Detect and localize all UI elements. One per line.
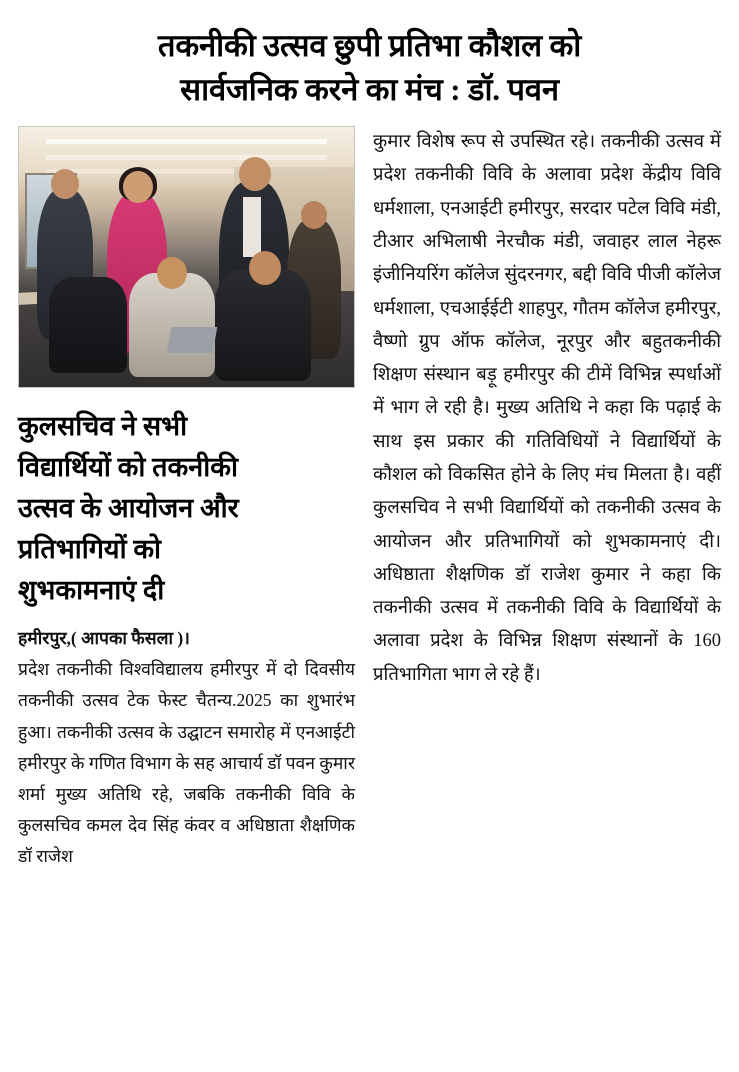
photo-person-seated-1 [49,277,127,373]
left-body-paragraph: प्रदेश तकनीकी विश्वविद्यालय हमीरपुर में दो दिवसीय तकनीकी उत्सव टेक फेस्ट चैतन्य.2025 का शुभारंभ हुआ। तकनीकी उत्सव के उद्घाटन समारोह में एनआईटी हमीरपुर के गणित विभाग के सह आचार्य डॉ पवन कुमार शर्मा मुख्य अतिथि रहे, जबकि तकनीकी विवि के कुलसचिव कमल देव सिंह कंवर व अधिष्ठाता शैक्षणिक डॉ राजेश [18,659,355,867]
article-columns [18,126,721,872]
subhead-line-1: कुलसचिव ने सभी [18,411,188,442]
news-photo [18,126,355,388]
subhead-line-4: प्रतिभागियों को [18,534,162,565]
right-column [373,126,721,692]
headline-line-2: सार्वजनिक करने का मंच : डॉ. पवन [180,72,559,108]
subhead-line-2: विद्यार्थियों को तकनीकी [18,452,238,483]
photo-person-seated-3 [215,269,311,381]
right-body-paragraph: कुमार विशेष रूप से उपस्थित रहे। तकनीकी उत्सव में प्रदेश तकनीकी विवि के अलावा प्रदेश केंद्रीय विवि धर्मशाला, एनआईटी हमीरपुर, सरदार पटेल विवि मंडी, टीआर अभिलाषी नेरचौक मंडी, जवाहर लाल नेहरू इंजीनियरिंग कॉलेज सुंदरनगर, बद्दी विवि पीजी कॉलेज धर्मशाला, एचआईईटी शाहपुर, गौतम कॉलेज हमीरपुर, वैष्णो ग्रुप ऑफ कॉलेज, नूरपुर और बहुतकनीकी शिक्षण संस्थान बड़ू हमीरपुर की टीमें विभिन्न स्पर्धाओं में भाग ले रही है। मुख्य अतिथि ने कहा कि पढ़ाई के साथ इस प्रकार की गतिविधियों ने विद्यार्थियों के कौशल को विकसित होने के लिए मंच मिलता है। वहीं कुलसचिव ने सभी विद्यार्थियों को तकनीकी उत्सव के आयोजन और प्रतिभागियों को शुभकामनाएं दी। अधिष्ठाता शैक्षणिक डॉ राजेश कुमार ने कहा कि तकनीकी उत्सव में तकनीकी विवि के विद्यार्थियों के अलावा प्रदेश के विभिन्न शिक्षण संस्थानों के 160 प्रतिभागिता भाग ले रहे हैं। [373,132,721,685]
photo-laptop [167,327,218,353]
headline-line-1: तकनीकी उत्सव छुपी प्रतिभा कौशल को [157,28,582,63]
subhead-line-3: उत्सव के आयोजन और [18,493,239,524]
dateline: हमीरपुर,( आपका फैसला )। [18,628,190,649]
left-column [18,126,355,872]
right-column-body [373,126,721,692]
article-subhead [18,406,355,611]
photo-person-seated-2 [129,273,215,377]
page-title [24,24,715,112]
left-column-body [18,654,355,872]
subhead-line-5: शुभकामनाएं दी [18,575,165,606]
